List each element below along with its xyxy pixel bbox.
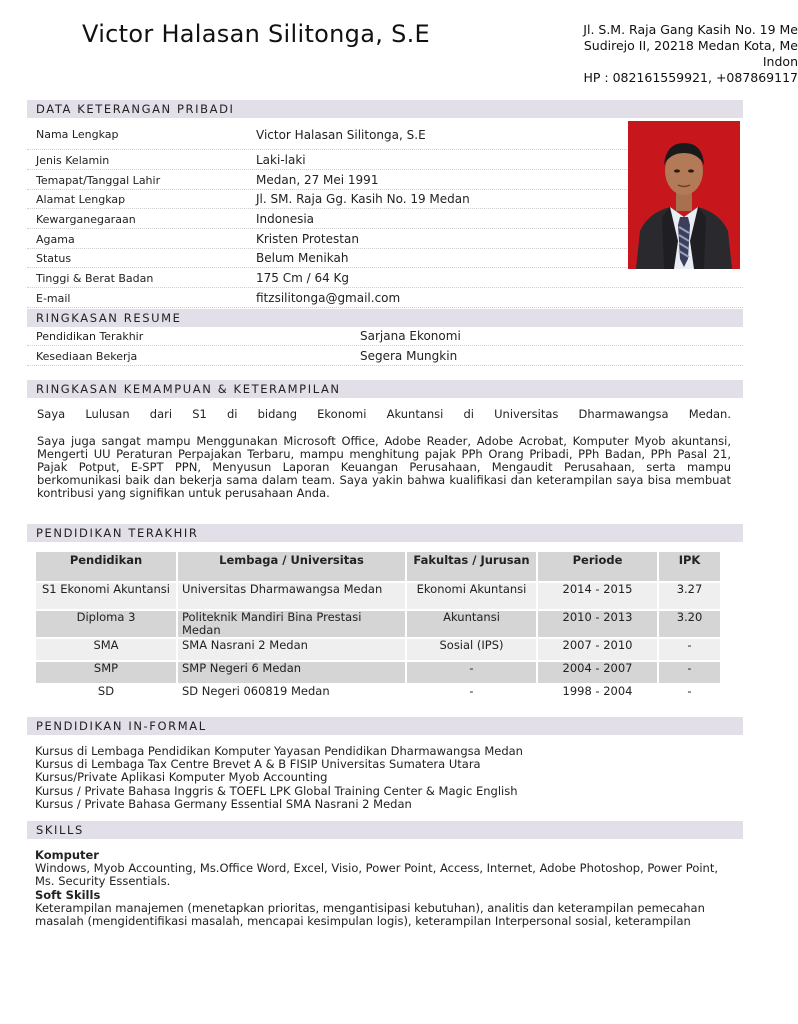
- cell-institution: Universitas Dharmawangsa Medan: [178, 583, 405, 609]
- address-line-1: Jl. S.M. Raja Gang Kasih No. 19 Me: [583, 22, 798, 37]
- resume-row: [27, 347, 743, 366]
- personal-row: [27, 249, 627, 268]
- resume-label: Pendidikan Terakhir: [36, 330, 144, 343]
- table-row: [36, 583, 720, 609]
- personal-label: Kewarganegaraan: [36, 213, 136, 226]
- education-table: [34, 550, 722, 708]
- section-education: PENDIDIKAN TERAKHIR: [27, 524, 743, 542]
- column-header: Pendidikan: [36, 552, 176, 581]
- personal-value: Medan, 27 Mei 1991: [256, 173, 379, 187]
- education-header-row: [36, 552, 720, 581]
- address-line-3: Indon: [762, 54, 798, 69]
- personal-row: [27, 230, 627, 249]
- list-item: Kursus/Private Aplikasi Komputer Myob Accounting: [35, 770, 328, 785]
- personal-value: Belum Menikah: [256, 251, 349, 265]
- address-line-2: Sudirejo II, 20218 Medan Kota, Me: [583, 38, 798, 53]
- cell-faculty: -: [469, 684, 474, 698]
- column-header: Periode: [538, 552, 657, 581]
- personal-label: Jenis Kelamin: [36, 154, 110, 167]
- resume-label: Kesediaan Bekerja: [36, 350, 138, 363]
- list-item: Kursus di Lembaga Pendidikan Komputer Yayasan Pendidikan Dharmawangsa Medan: [35, 744, 523, 758]
- personal-label: Tinggi & Berat Badan: [36, 272, 154, 285]
- personal-row: [27, 151, 627, 170]
- profile-photo: [628, 121, 740, 269]
- cell-period: 2014 - 2015: [538, 583, 657, 609]
- section-resume-summary: RINGKASAN RESUME: [27, 309, 743, 327]
- personal-label: Agama: [36, 233, 75, 246]
- personal-value: Indonesia: [256, 212, 315, 226]
- cell-period: 2007 - 2010: [538, 639, 657, 660]
- cell-faculty: Sosial (IPS): [407, 639, 536, 660]
- cell-period: 2010 - 2013: [538, 611, 657, 637]
- personal-row: [27, 289, 743, 308]
- candidate-name: Victor Halasan Silitonga, S.E: [82, 20, 430, 48]
- section-personal-data: DATA KETERANGAN PRIBADI: [27, 100, 743, 118]
- resume-value: Sarjana Ekonomi: [360, 329, 461, 343]
- skills-summary-paragraph: Saya juga sangat mampu Menggunakan Microsoft Office, Adobe Reader, Adobe Acrobat, Komputer Myob akuntansi, Mengerti UU Peraturan Perpajakan Terbaru, mampu menghitung pajak PPh Orang Pribadi, PPh Badan, PPh Pasal 21, Pajak Potput, E-SPT PPN, Menyusun Laporan Keuangan Perusahaan, Mengaudit Perusahaan, serta mampu berkomunikasi baik dan bekerja sama dalam team. Saya yakin bahwa kualifikasi dan keterampilan saya bisa membuat kontribusi yang signifikan untuk perusahaan Anda.: [37, 434, 731, 500]
- table-row: [36, 611, 720, 637]
- personal-value: Kristen Protestan: [256, 232, 359, 246]
- cell-institution: SD Negeri 060819 Medan: [182, 684, 330, 698]
- personal-row: [27, 125, 627, 150]
- table-row: [36, 662, 720, 683]
- skill-text-soft: Keterampilan manajemen (menetapkan prioritas, mengantisipasi kebutuhan), analitis dan keterampilan pemecahan masalah (mengidentifikasi masalah, mencapai kesimpulan logis), keterampilan Interpersonal sosial, keterampilan: [35, 900, 705, 929]
- column-header: IPK: [659, 552, 720, 581]
- cell-ipk: 3.20: [659, 611, 720, 637]
- skills-summary-paragraph: Saya Lulusan dari S1 di bidang Ekonomi Akuntansi di Universitas Dharmawangsa Medan.: [37, 407, 731, 421]
- cell-level: S1 Ekonomi Akuntansi: [36, 583, 176, 609]
- cell-ipk: -: [659, 639, 720, 660]
- personal-label: Temapat/Tanggal Lahir: [36, 174, 161, 187]
- cell-level: SMP: [36, 662, 176, 683]
- cell-institution: SMA Nasrani 2 Medan: [178, 639, 405, 660]
- cell-institution: SMP Negeri 6 Medan: [178, 662, 405, 683]
- cell-faculty: -: [407, 662, 536, 683]
- list-item: Kursus / Private Bahasa Germany Essential SMA Nasrani 2 Medan: [35, 796, 412, 811]
- person-portrait-icon: [628, 121, 740, 269]
- cell-ipk: -: [687, 684, 692, 698]
- column-header: Lembaga / Universitas: [178, 552, 405, 581]
- column-header: Fakultas / Jurusan: [407, 552, 536, 581]
- personal-label: E-mail: [36, 292, 71, 305]
- contact-info: [508, 22, 798, 86]
- personal-row: [27, 190, 627, 209]
- cell-ipk: -: [659, 662, 720, 683]
- section-skills-summary: RINGKASAN KEMAMPUAN & KETERAMPILAN: [27, 380, 743, 398]
- skill-text-computer: Windows, Myob Accounting, Ms.Office Word, Excel, Visio, Power Point, Access, Internet, Adobe Photoshop, Power Point, Ms. Security Essentials.: [35, 861, 719, 889]
- cell-institution: Politeknik Mandiri Bina Prestasi Medan: [178, 611, 405, 637]
- personal-value: Jl. SM. Raja Gg. Kasih No. 19 Medan: [256, 192, 470, 206]
- table-row: [36, 639, 720, 660]
- resume-row: [27, 327, 743, 346]
- personal-value: 175 Cm / 64 Kg: [256, 271, 350, 285]
- section-informal-education: PENDIDIKAN IN-FORMAL: [27, 717, 743, 735]
- skill-heading-soft: Soft Skills: [35, 887, 101, 902]
- skill-heading-computer: Komputer: [35, 848, 99, 862]
- personal-value: Laki-laki: [256, 153, 306, 167]
- personal-value: fitzsilitonga@gmail.com: [256, 291, 401, 305]
- cell-period: 2004 - 2007: [538, 662, 657, 683]
- cell-level: SD: [97, 684, 115, 698]
- list-item: Kursus di Lembaga Tax Centre Brevet A & B FISIP Universitas Sumatera Utara: [35, 757, 481, 772]
- cell-ipk: 3.27: [659, 583, 720, 609]
- cell-period: 1998 - 2004: [562, 684, 633, 698]
- cell-faculty: Akuntansi: [407, 611, 536, 637]
- section-skills: SKILLS: [27, 821, 743, 839]
- personal-label: Nama Lengkap: [36, 128, 119, 141]
- cell-level: Diploma 3: [36, 611, 176, 637]
- personal-row: [27, 210, 627, 229]
- table-row: [36, 685, 720, 706]
- personal-label: Alamat Lengkap: [36, 193, 126, 206]
- personal-value: Victor Halasan Silitonga, S.E: [256, 128, 426, 142]
- cell-faculty: Ekonomi Akuntansi: [407, 583, 536, 609]
- skills-list: [35, 849, 735, 928]
- phone-line: HP : 082161559921, +087869117: [583, 70, 798, 85]
- cell-level: SMA: [36, 639, 176, 660]
- informal-list: [35, 745, 523, 811]
- personal-row: [27, 269, 743, 288]
- personal-label: Status: [36, 252, 72, 265]
- resume-value: Segera Mungkin: [360, 349, 458, 363]
- personal-row: [27, 171, 627, 190]
- list-item: Kursus / Private Bahasa Inggris & TOEFL LPK Global Training Center & Magic English: [35, 783, 518, 798]
